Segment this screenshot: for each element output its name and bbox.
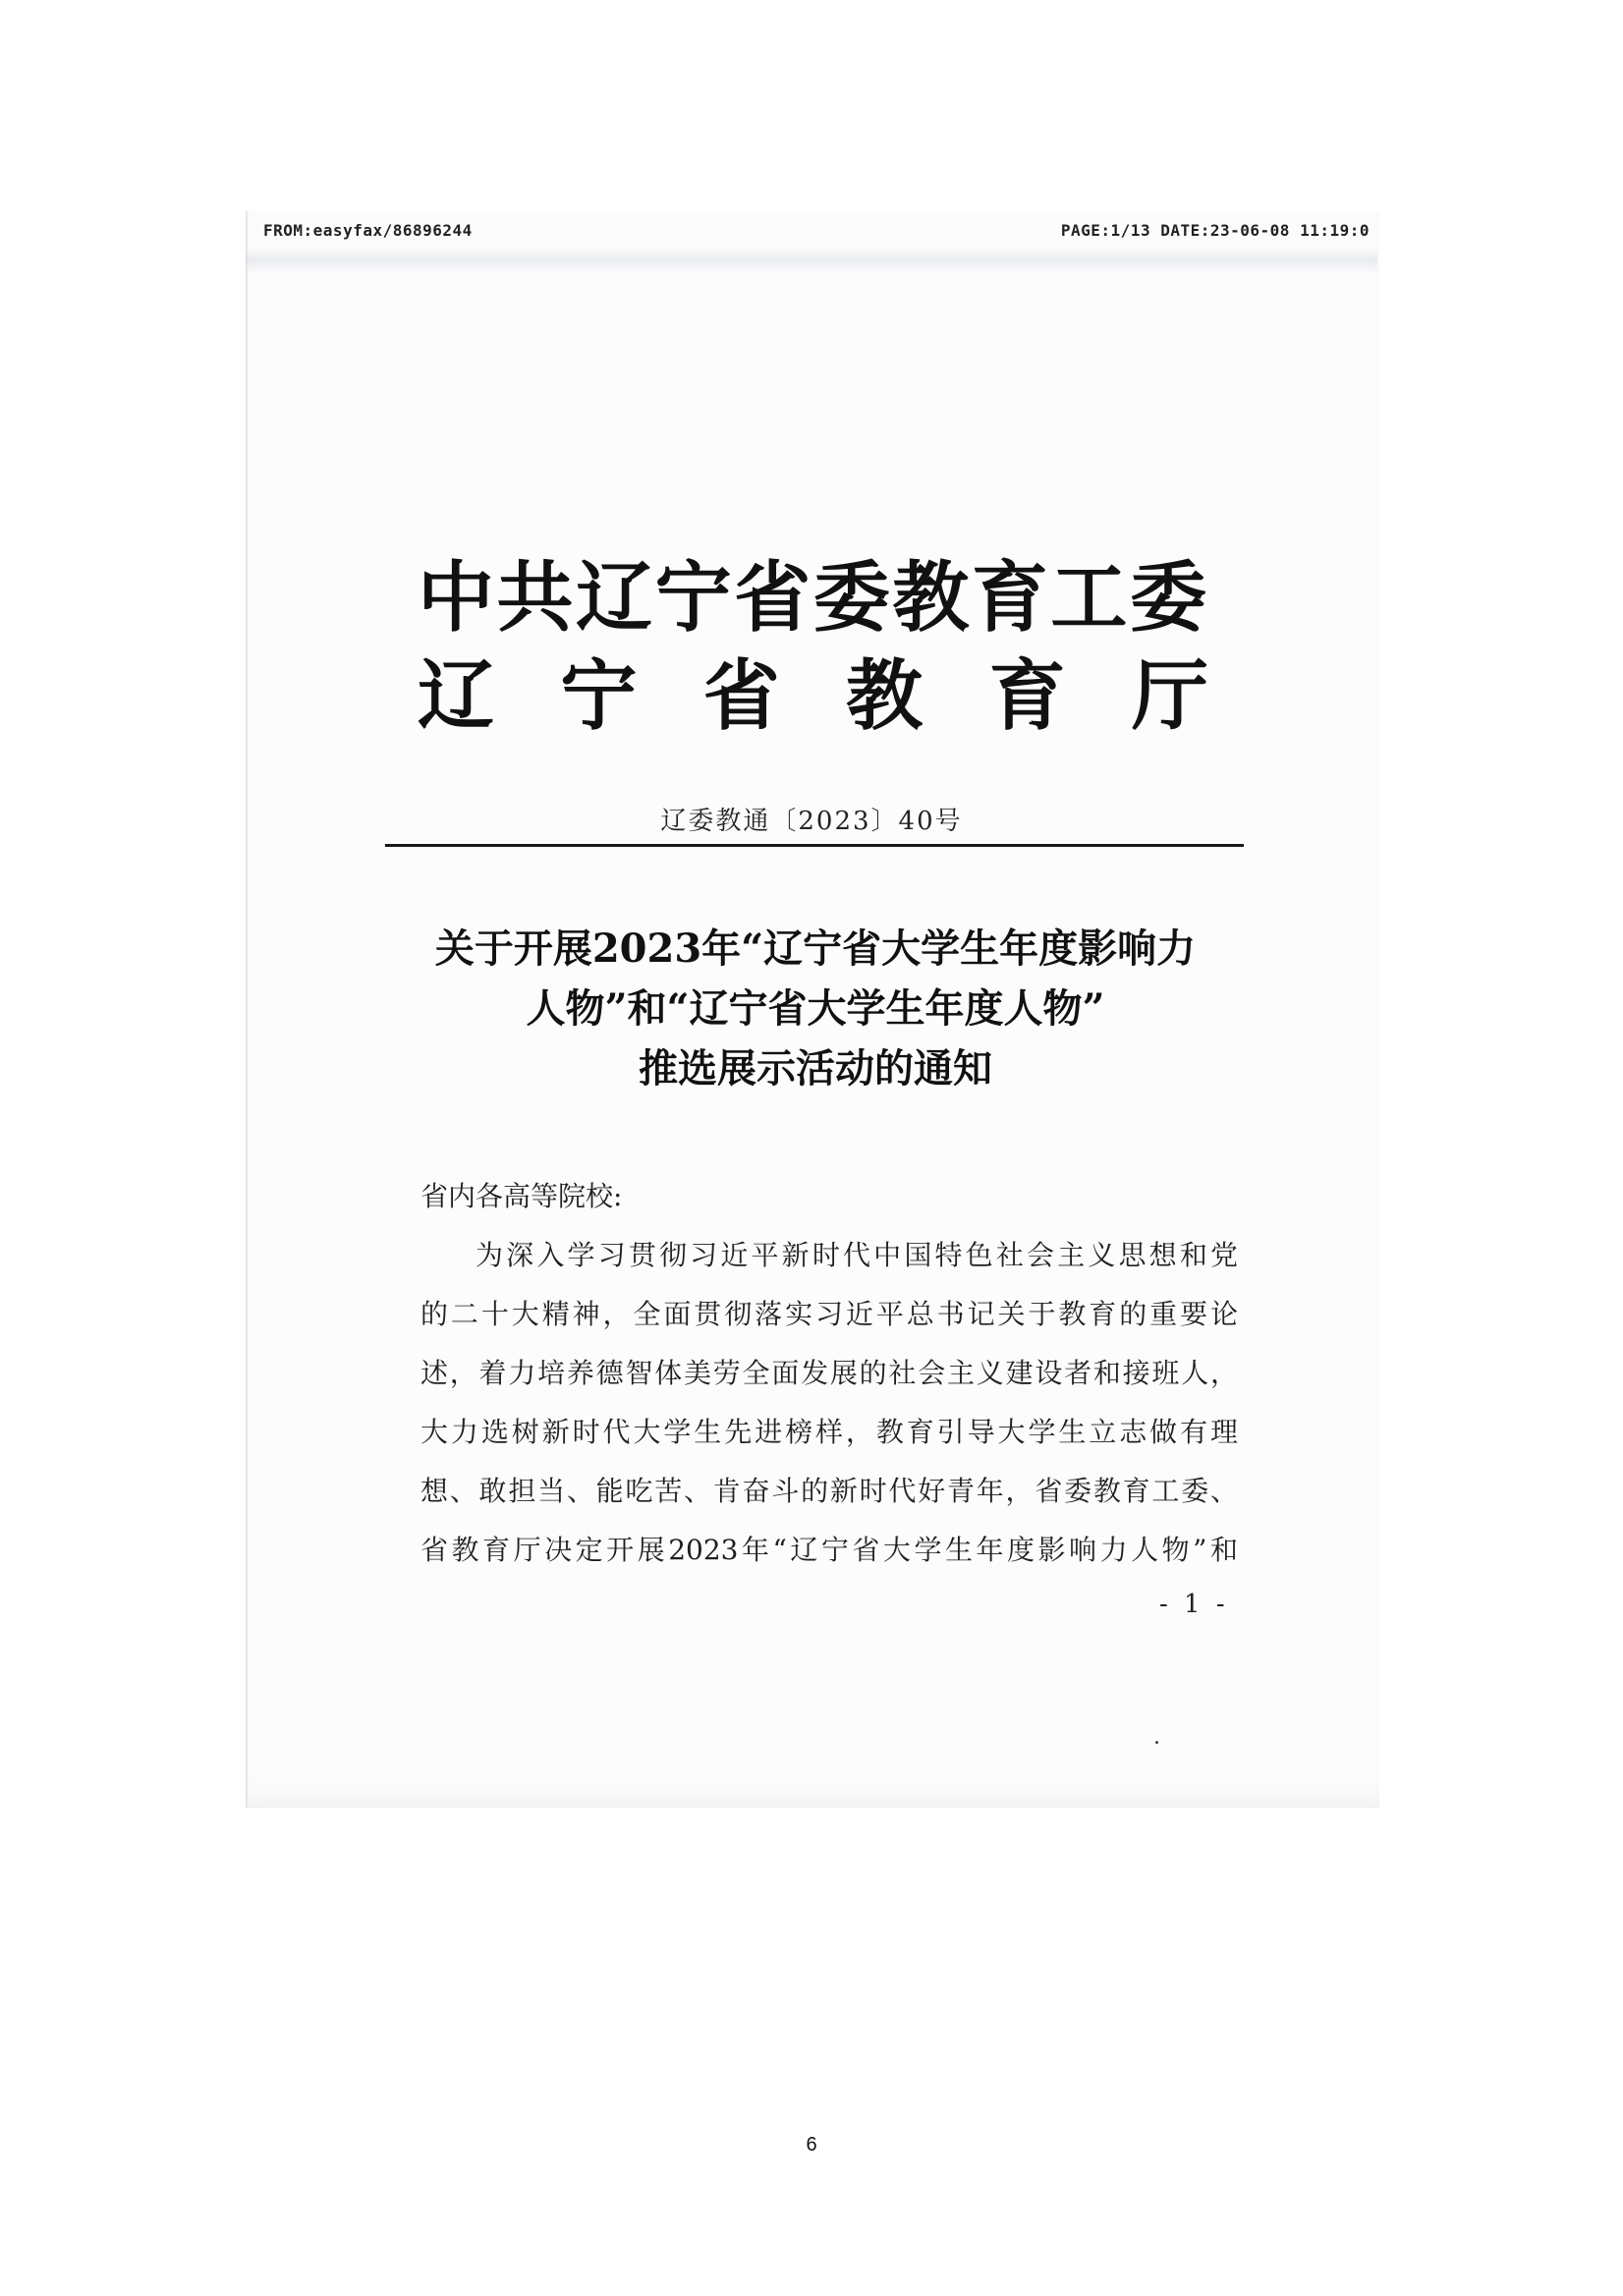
notice-title-line-3: 推选展示活动的通知 (639, 1045, 992, 1092)
page-footer-number: 6 (806, 2134, 817, 2156)
body-line: 大力选树新时代大学生先进榜样，教育引导大学生立志做有理 (420, 1416, 1238, 1448)
fax-transmission-band (246, 248, 1377, 273)
scan-speck (1155, 1741, 1158, 1744)
letterhead-char: 宁 (560, 651, 638, 741)
fax-from-header: FROM:easyfax/86896244 (263, 221, 473, 240)
letterhead-char: 厅 (1131, 651, 1208, 741)
salutation: 省内各高等院校: (420, 1180, 623, 1212)
document-number: 辽委教通〔2023〕40号 (660, 807, 963, 836)
inner-page-number: - 1 - (1159, 1590, 1229, 1619)
letterhead-char: 教 (846, 651, 923, 741)
body-line: 想、敢担当、能吃苦、肯奋斗的新时代好青年，省委教育工委、 (420, 1475, 1238, 1507)
body-line: 的二十大精神，全面贯彻落实习近平总书记关于教育的重要论 (420, 1298, 1238, 1330)
letterhead-char: 辽 (418, 651, 495, 741)
header-divider-rule (385, 844, 1244, 847)
fax-page-date-header: PAGE:1/13 DATE:23-06-08 11:19:0 (1060, 221, 1370, 240)
letterhead-line-1: 中共辽宁省委教育工委 (418, 553, 1208, 643)
notice-title-line-1: 关于开展2023年“辽宁省大学生年度影响力 (434, 925, 1197, 972)
body-line: 为深入学习贯彻习近平新时代中国特色社会主义思想和党 (476, 1239, 1238, 1271)
letterhead-char: 省 (702, 651, 780, 741)
letterhead-char: 育 (988, 651, 1066, 741)
letterhead-line-2 (418, 635, 1208, 745)
body-line: 省教育厅决定开展2023年“辽宁省大学生年度影响力人物”和 (420, 1534, 1238, 1566)
notice-title-line-2: 人物”和“辽宁省大学生年度人物” (526, 985, 1105, 1032)
body-line: 述，着力培养德智体美劳全面发展的社会主义建设者和接班人， (420, 1357, 1238, 1389)
